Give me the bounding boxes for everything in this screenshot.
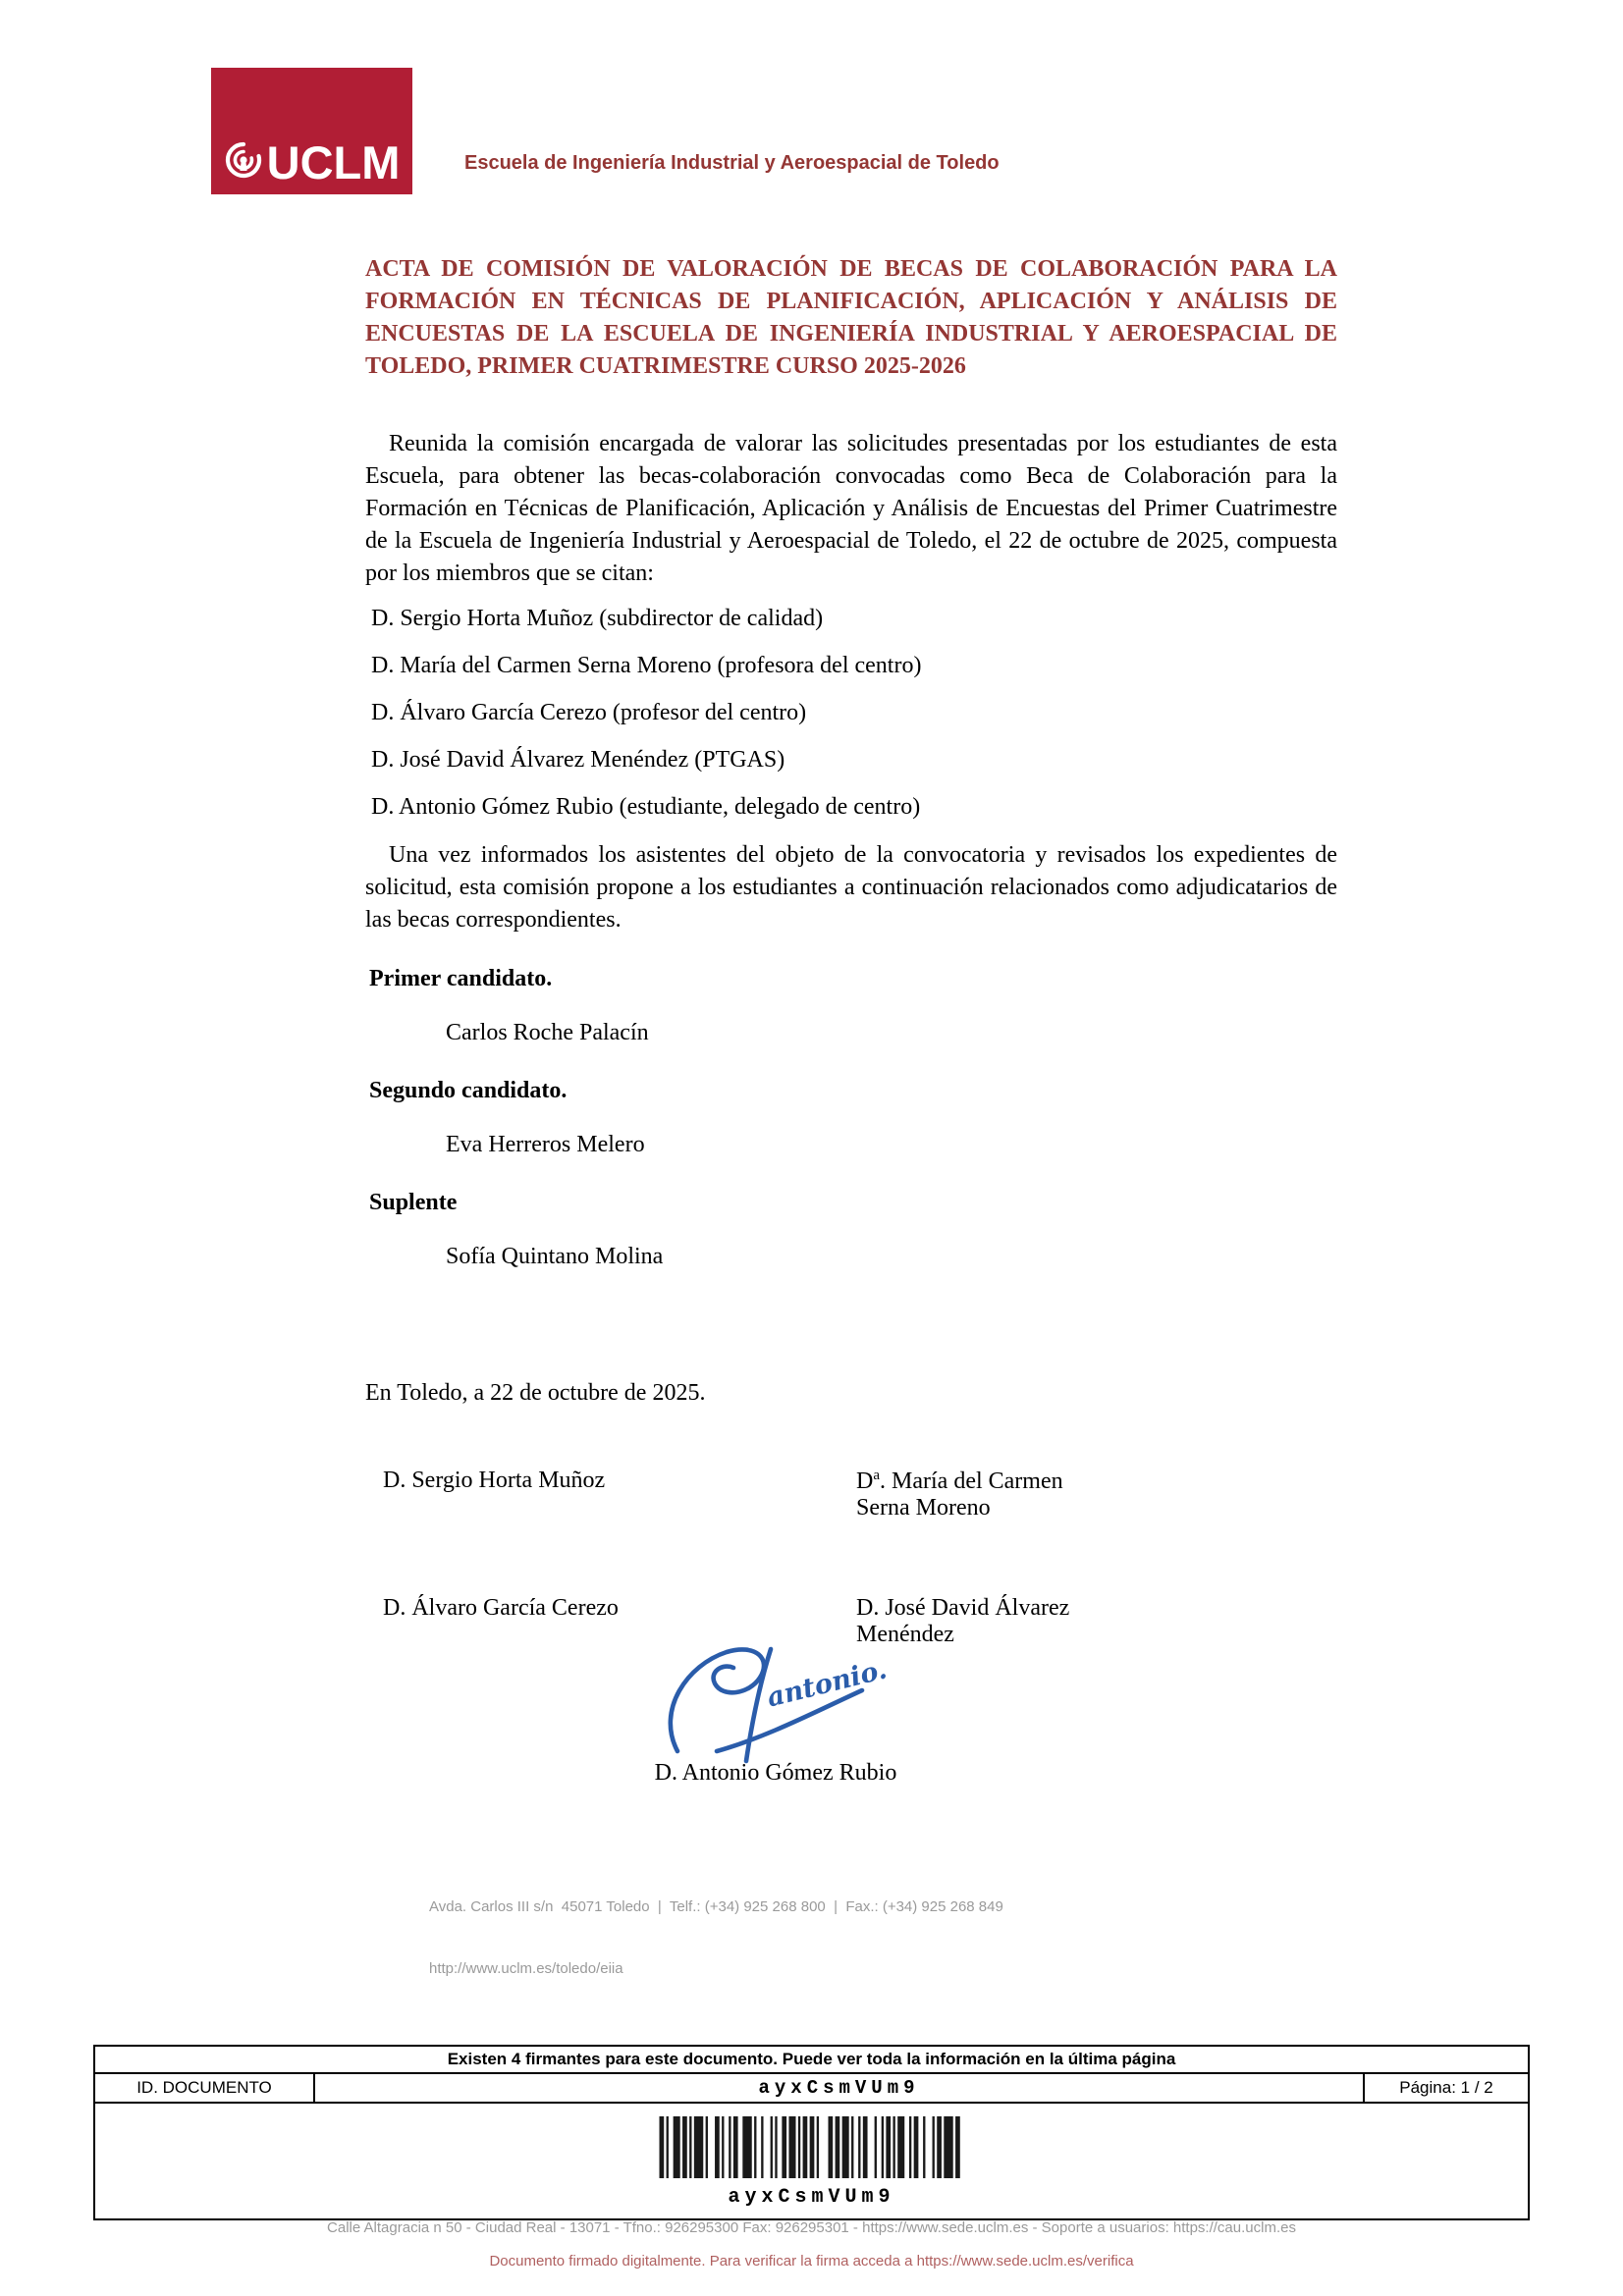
handwritten-signature [660, 1641, 915, 1769]
intro-paragraph: Reunida la comisión encargada de valorar las solicitudes presentadas por los estudiantes de esta Escuela, para obtener las becas-colaboración convocadas como Beca de Colaboración para la Formación en Técnicas de Planificación, Aplicación y Análisis de Encuestas del Primer Cuatrimestre de la Escuela de Ingeniería Industrial y Aeroespacial de Toledo, el 22 de octubre de 2025, compuesta por los miembros que se citan: [365, 431, 1337, 586]
uclm-mark-icon [224, 140, 263, 185]
award-name-primer: Carlos Roche Palacín [446, 1020, 649, 1045]
committee-member: D. José David Álvarez Menéndez (PTGAS) [371, 747, 785, 773]
document-title: ACTA DE COMISIÓN DE VALORACIÓN DE BECAS DE COLABORACIÓN PARA LA FORMACIÓN EN TÉCNICAS DE PLANIFICACIÓN, APLICACIÓN Y ANÁLISIS DE ENCUESTAS DE LA ESCUELA DE INGENIERÍA INDUSTRIAL Y AEROESPACIAL DE TOLEDO, PRIMER CUATRIMESTRE CURSO 2025-2026 [365, 256, 1337, 379]
page-indicator: Página: 1 / 2 [1399, 2078, 1493, 2097]
signature-script-text: antonio. [764, 1654, 891, 1714]
signers-notice: Existen 4 firmantes para este documento. Puede ver toda la información en la última página [95, 2047, 1528, 2074]
dateline: En Toledo, a 22 de octubre de 2025. [365, 1380, 706, 1406]
uclm-logo [211, 68, 412, 194]
resolution-paragraph: Una vez informados los asistentes del objeto de la convocatoria y revisados los expedientes de solicitud, esta comisión propone a los estudiantes a continuación relacionados como adjudicatarios de las becas correspondientes. [365, 842, 1337, 933]
barcode-row [95, 2104, 1528, 2218]
school-address [429, 1855, 1003, 2020]
committee-members-list [365, 604, 1337, 823]
document-body [365, 253, 1337, 1272]
footer-verification-line: Documento firmado digitalmente. Para verificar la firma acceda a https://www.sede.uclm.es/verifica [489, 2253, 1134, 2269]
id-documento-label: ID. DOCUMENTO [95, 2074, 315, 2102]
barcode [659, 2116, 964, 2178]
address-line-2: http://www.uclm.es/toledo/eiia [429, 1960, 623, 1977]
committee-member: D. Antonio Gómez Rubio (estudiante, delegado de centro) [371, 794, 921, 820]
signature-owner-name: D. Antonio Gómez Rubio [654, 1760, 897, 1786]
signatory-name: $D^a$. María del Carmen Serna Moreno [856, 1468, 1063, 1521]
signatory-name: D. Álvaro García Cerezo [383, 1595, 619, 1621]
award-name-suplente: Sofía Quintano Molina [446, 1244, 664, 1269]
id-documento-value: ayxCsmVUm9 [315, 2074, 1365, 2102]
award-heading-segundo: Segundo candidato. [369, 1078, 568, 1103]
award-heading-primer: Primer candidato. [369, 966, 553, 991]
signatory-name: D. Sergio Horta Muñoz [383, 1468, 606, 1493]
signatory-name: D. José David Álvarez Menéndez [856, 1595, 1070, 1647]
school-name: Escuela de Ingeniería Industrial y Aeroespacial de Toledo [464, 152, 1000, 174]
footer-contact-line: Calle Altagracia n 50 - Ciudad Real - 13071 - Tfno.: 926295300 Fax: 926295301 - https://www.sede.uclm.es - Soporte a usuarios: https://cau.uclm.es [327, 2219, 1296, 2236]
barcode-text: ayxCsmVUm9 [728, 2186, 895, 2209]
logo-wordmark: UCLM [266, 136, 401, 188]
award-name-segundo: Eva Herreros Melero [446, 1132, 645, 1157]
document-id-row [95, 2074, 1528, 2104]
committee-member: D. Álvaro García Cerezo (profesor del centro) [371, 700, 807, 725]
committee-member: D. María del Carmen Serna Moreno (profesora del centro) [371, 653, 922, 678]
signature-info-table [93, 2045, 1530, 2220]
committee-member: D. Sergio Horta Muñoz (subdirector de calidad) [371, 606, 824, 631]
address-line-1: Avda. Carlos III s/n 45071 Toledo | Telf.: (+34) 925 268 800 | Fax.: (+34) 925 268 849 [429, 1898, 1003, 1915]
award-heading-suplente: Suplente [369, 1190, 458, 1215]
